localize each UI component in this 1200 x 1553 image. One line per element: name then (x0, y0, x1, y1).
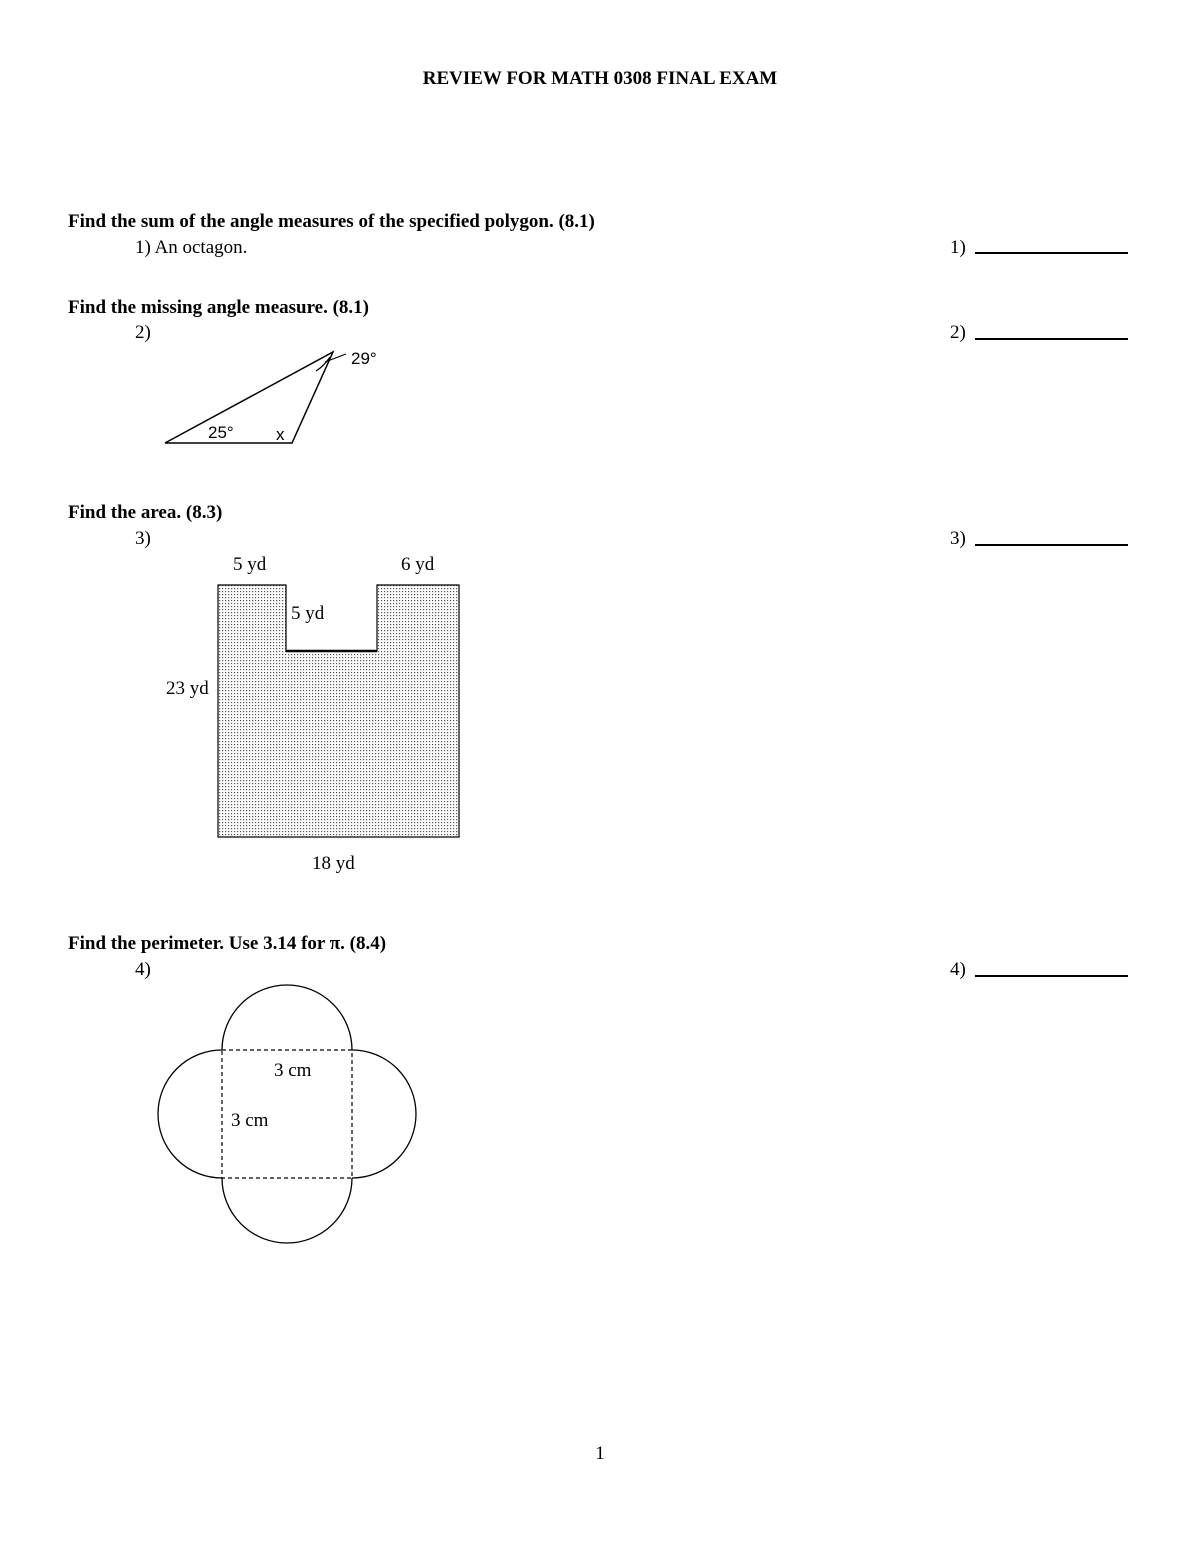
answer-1-label: 1) (950, 237, 966, 258)
angle-label-29: 29° (351, 349, 377, 368)
page-number: 1 (595, 1443, 605, 1464)
section-1-heading: Find the sum of the angle measures of the specified polygon. (8.1) (68, 211, 595, 232)
answer-4-label: 4) (950, 959, 966, 980)
question-3-number: 3) (135, 528, 151, 549)
question-2-number: 2) (135, 322, 151, 343)
label-side-left: 3 cm (231, 1110, 269, 1131)
semicircle-square-figure (158, 985, 416, 1243)
triangle-figure (165, 349, 377, 444)
angle-label-x: x (276, 425, 285, 444)
label-notch-depth: 5 yd (291, 603, 325, 624)
label-top-right-width: 6 yd (401, 554, 435, 575)
label-bottom-width: 18 yd (312, 853, 355, 874)
question-1-text: An octagon. (154, 237, 248, 258)
question-4-number: 4) (135, 959, 151, 980)
answer-3-label: 3) (950, 528, 966, 549)
label-left-height: 23 yd (166, 678, 209, 699)
label-side-top: 3 cm (274, 1060, 312, 1081)
section-4-heading: Find the perimeter. Use 3.14 for π. (8.4) (68, 933, 387, 954)
u-shape-figure (166, 554, 459, 874)
angle-label-25: 25° (208, 423, 234, 442)
page-title: REVIEW FOR MATH 0308 FINAL EXAM (422, 68, 778, 89)
section-2-heading: Find the missing angle measure. (8.1) (68, 297, 370, 318)
answer-2-label: 2) (950, 322, 966, 343)
label-top-left-width: 5 yd (233, 554, 267, 575)
section-3-heading: Find the area. (8.3) (68, 502, 223, 523)
question-1-number: 1) (135, 237, 151, 258)
